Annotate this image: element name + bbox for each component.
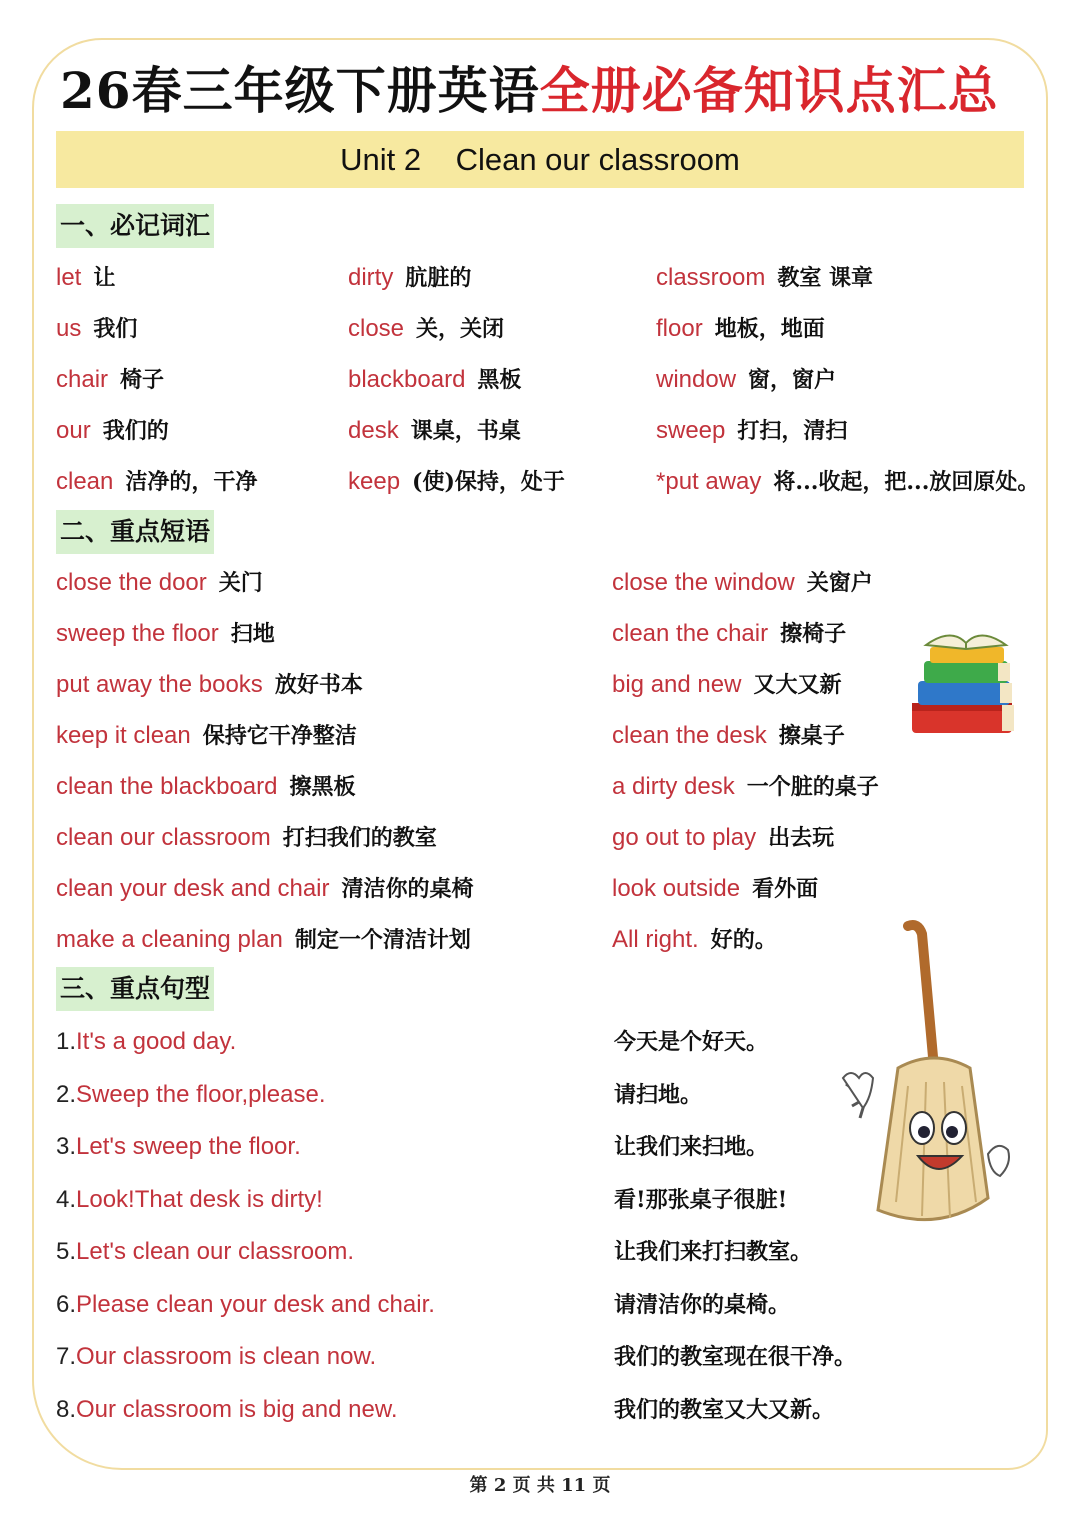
sentence-chinese: 让我们来打扫教室。 (614, 1239, 813, 1265)
vocab-chinese: 将...收起，把...放回原处。 (773, 469, 1040, 495)
vocab-chinese: (使)保持，处于 (412, 469, 565, 495)
sentence-chinese: 让我们来扫地。 (614, 1134, 769, 1160)
sentence-text: Please clean your desk and chair. (76, 1291, 435, 1318)
vocab-item (348, 411, 521, 451)
title-part-red: 全册必备知识点汇总 (539, 61, 999, 120)
vocab-english: sweep (656, 417, 726, 444)
phrase-english: make a cleaning plan (56, 926, 283, 953)
phrase-english: put away the books (56, 671, 263, 698)
phrase-item (56, 767, 356, 807)
phrase-item (612, 716, 845, 756)
sentence-number: 3. (56, 1133, 77, 1160)
unit-banner: Unit 2 Clean our classroom (56, 131, 1024, 188)
sentence-number: 4. (56, 1186, 77, 1213)
phrase-chinese: 一个脏的桌子 (746, 774, 879, 800)
phrase-chinese: 擦椅子 (780, 621, 847, 647)
vocab-chinese: 肮脏的 (405, 265, 472, 291)
phrase-chinese: 出去玩 (768, 825, 835, 851)
phrase-english: clean the blackboard (56, 773, 278, 800)
vocab-english: blackboard (348, 366, 466, 393)
vocab-english: chair (56, 366, 109, 393)
title-part-black: 26春三年级下册英语 (60, 61, 540, 120)
sentence-chinese: 我们的教室又大又新。 (614, 1397, 835, 1423)
vocab-english: close (348, 315, 405, 342)
books-illustration (906, 625, 1026, 745)
vocab-chinese: 洁净的，干净 (125, 469, 258, 495)
phrase-item (56, 563, 263, 603)
vocab-item (56, 462, 257, 502)
vocab-chinese: 窗，窗户 (748, 367, 837, 393)
vocab-item (348, 462, 565, 502)
sentences-heading: 三、重点句型 (56, 967, 214, 1011)
sentence-number: 1. (56, 1028, 77, 1055)
vocab-item (656, 258, 873, 298)
page-footer: 第 2 页 共 11 页 (469, 1475, 611, 1496)
vocab-english: desk (348, 417, 399, 444)
phrase-item (612, 869, 818, 909)
phrase-chinese: 看外面 (752, 876, 819, 902)
phrase-chinese: 清洁你的桌椅 (341, 876, 474, 902)
vocab-chinese: 我们的 (102, 418, 169, 444)
vocab-chinese: 我们 (93, 316, 138, 342)
phrase-chinese: 放好书本 (274, 672, 363, 698)
vocab-item (56, 360, 164, 400)
sentence-english (56, 1390, 398, 1430)
phrase-item (612, 818, 834, 858)
vocab-english: clean (56, 468, 114, 495)
vocab-item (656, 462, 1039, 502)
phrase-item (56, 665, 363, 705)
phrase-item (612, 767, 879, 807)
phrase-english: clean the chair (612, 620, 769, 647)
vocab-heading: 一、必记词汇 (56, 204, 214, 248)
sentence-text: Sweep the floor,please. (76, 1081, 326, 1108)
vocab-english: floor (656, 315, 703, 342)
phrase-chinese: 保持它干净整洁 (202, 723, 357, 749)
vocab-chinese: 让 (93, 265, 116, 291)
vocab-chinese: 黑板 (477, 367, 522, 393)
vocab-english: *put away (656, 468, 762, 495)
vocab-chinese: 关，关闭 (416, 316, 505, 342)
sentence-english (56, 1285, 435, 1325)
vocab-chinese: 打扫，清扫 (737, 418, 848, 444)
phrase-item (56, 716, 357, 756)
phrase-english: go out to play (612, 824, 757, 851)
phrase-chinese: 扫地 (230, 621, 275, 647)
phrase-item (612, 563, 873, 603)
sentence-number: 5. (56, 1238, 77, 1265)
sentence-text: Our classroom is clean now. (76, 1343, 377, 1370)
phrase-english: close the window (612, 569, 795, 596)
sentence-text: Let's clean our classroom. (76, 1238, 355, 1265)
phrase-chinese: 关门 (218, 570, 263, 596)
sentence-text: Let's sweep the floor. (76, 1133, 301, 1160)
phrases-heading: 二、重点短语 (56, 510, 214, 554)
sentence-chinese: 我们的教室现在很干净。 (614, 1344, 857, 1370)
vocab-chinese: 课桌，书桌 (410, 418, 521, 444)
sentence-english (56, 1232, 354, 1272)
sentence-chinese: 请清洁你的桌椅。 (614, 1292, 791, 1318)
phrase-english: sweep the floor (56, 620, 219, 647)
sentence-number: 6. (56, 1291, 77, 1318)
vocab-english: let (56, 264, 82, 291)
vocab-item (56, 309, 137, 349)
sentence-number: 8. (56, 1396, 77, 1423)
sentence-chinese: 看!那张桌子很脏! (614, 1187, 788, 1213)
sentence-text: Our classroom is big and new. (76, 1396, 398, 1423)
phrase-chinese: 好的。 (710, 927, 777, 953)
phrase-english: clean the desk (612, 722, 767, 749)
phrase-item (56, 818, 437, 858)
vocab-item (56, 411, 169, 451)
phrase-chinese: 擦桌子 (778, 723, 845, 749)
phrase-item (612, 614, 846, 654)
phrase-english: big and new (612, 671, 742, 698)
vocab-item (348, 309, 504, 349)
broom-cartoon (838, 918, 1018, 1234)
vocab-english: dirty (348, 264, 394, 291)
page-title (60, 52, 1040, 130)
phrase-item (56, 614, 275, 654)
sentence-text: Look!That desk is dirty! (76, 1186, 323, 1213)
phrase-item (56, 869, 474, 909)
vocab-english: classroom (656, 264, 766, 291)
sentence-english (56, 1022, 236, 1062)
sentence-number: 2. (56, 1081, 77, 1108)
phrase-english: clean your desk and chair (56, 875, 330, 902)
phrase-item (612, 920, 777, 960)
vocab-item (56, 258, 115, 298)
phrase-english: close the door (56, 569, 207, 596)
sentence-english (56, 1075, 326, 1115)
sentence-english (56, 1337, 376, 1377)
phrase-english: clean our classroom (56, 824, 271, 851)
sentence-chinese: 今天是个好天。 (614, 1029, 769, 1055)
vocab-item (656, 360, 836, 400)
phrase-english: All right. (612, 926, 699, 953)
sentence-chinese: 请扫地。 (614, 1082, 703, 1108)
sentence-english (56, 1180, 323, 1220)
vocab-english: our (56, 417, 91, 444)
vocab-english: us (56, 315, 82, 342)
phrase-chinese: 擦黑板 (289, 774, 356, 800)
sentence-number: 7. (56, 1343, 77, 1370)
phrase-chinese: 关窗户 (806, 570, 873, 596)
phrase-english: look outside (612, 875, 741, 902)
phrase-chinese: 打扫我们的教室 (282, 825, 437, 851)
vocab-chinese: 地板，地面 (714, 316, 825, 342)
phrase-item (612, 665, 841, 705)
vocab-item (348, 360, 521, 400)
sentence-text: It's a good day. (76, 1028, 237, 1055)
vocab-item (656, 411, 847, 451)
vocab-english: keep (348, 468, 401, 495)
vocab-chinese: 椅子 (120, 367, 165, 393)
phrase-chinese: 又大又新 (753, 672, 842, 698)
phrase-chinese: 制定一个清洁计划 (294, 927, 471, 953)
vocab-chinese: 教室 课章 (777, 265, 874, 291)
sentence-english (56, 1127, 301, 1167)
vocab-english: window (656, 366, 737, 393)
vocab-item (348, 258, 471, 298)
phrase-item (56, 920, 471, 960)
vocab-item (656, 309, 825, 349)
phrase-english: a dirty desk (612, 773, 735, 800)
phrase-english: keep it clean (56, 722, 191, 749)
